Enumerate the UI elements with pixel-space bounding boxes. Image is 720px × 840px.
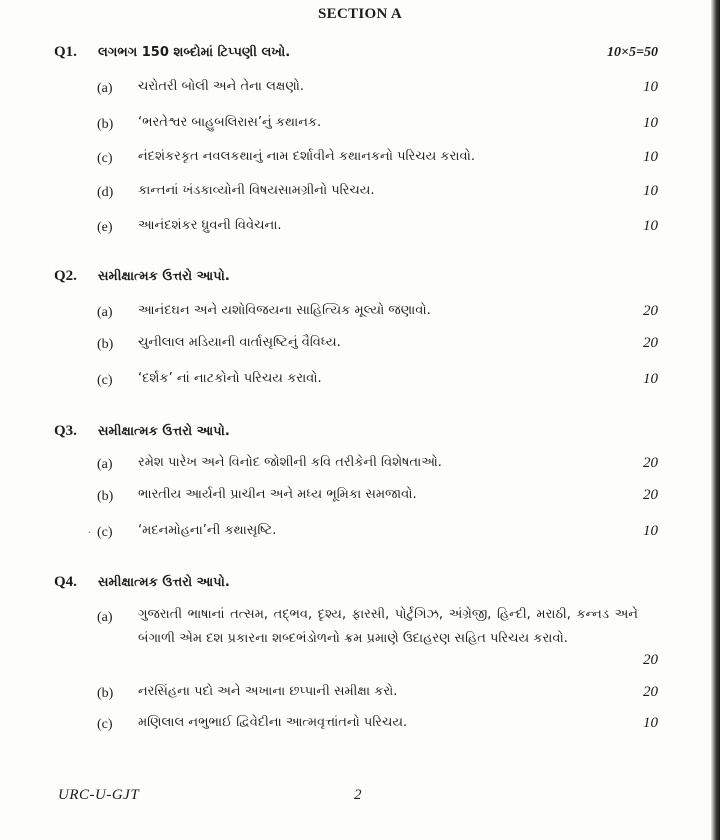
q1-item-e-text: આનંદશંકર ધ્રુવની વિવેચના. xyxy=(138,218,282,233)
question-marks-q1: 10×5=50 xyxy=(607,45,658,60)
question-text-q3: સમીક્ષાત્મક ઉત્તરો આપો. xyxy=(98,424,230,439)
q2-item-a-text: આનંદઘન અને યશોવિજયના સાહિત્યિક મૂલ્યો જણાવો. xyxy=(138,303,431,318)
q3-item-c-label: (c) xyxy=(97,525,113,540)
q1-item-b-text: ‘ભરતેશ્વર બાહુબલિરાસ’નું કથાનક. xyxy=(138,115,322,130)
section-title: SECTION A xyxy=(318,6,402,22)
question-number-q3: Q3. xyxy=(54,423,77,439)
q1-item-b-marks: 10 xyxy=(643,115,658,131)
q3-item-c-marks: 10 xyxy=(643,523,658,539)
q3-item-c-text: ‘મદનમોહના’ની કથાસૃષ્ટિ. xyxy=(138,523,277,538)
question-text-q2: સમીક્ષાત્મક ઉત્તરો આપો. xyxy=(98,269,230,284)
q4-item-b-marks: 20 xyxy=(643,684,658,700)
question-text-q1: લગભગ 150 શબ્દોમાં ટિપ્પણી લખો. xyxy=(98,45,291,60)
question-text-q4: સમીક્ષાત્મક ઉત્તરો આપો. xyxy=(98,575,230,590)
question-number-q2: Q2. xyxy=(54,268,77,284)
q3-item-b-label: (b) xyxy=(97,489,114,504)
question-number-q1: Q1. xyxy=(54,44,77,60)
q4-item-b-text: નરસિંહના પદો અને અખાના છપ્પાની સમીક્ષા કરો. xyxy=(138,684,398,699)
q1-item-d-marks: 10 xyxy=(643,183,658,199)
q4-item-c-marks: 10 xyxy=(643,715,658,731)
q1-item-b-label: (b) xyxy=(97,117,114,132)
scan-edge xyxy=(711,0,720,840)
q4-item-a-marks: 20 xyxy=(643,652,658,668)
q4-item-a-text: ગુજરાતી ભાષાનાં તત્સમ, તદ્ભવ, દૃશ્ય, ફારસી, પોર્ટુગિઝ, અંગ્રેજી, હિન્દી, મરાઠી, કન્નડ અને બંગાળી એમ દશ પ્રકારના શબ્દભંડોળનો ક્રમ પ્રમાણે ઉદાહરણ સહિત પરિચય કરાવો. xyxy=(138,607,638,646)
q3-item-b-text: ભારતીય આર્યની પ્રાચીન અને મધ્ય ભૂમિકા સમજાવો. xyxy=(138,487,417,502)
q4-item-b-label: (b) xyxy=(97,686,114,701)
q2-item-b-text: ચુનીલાલ મડિયાની વાર્તાસૃષ્ટિનું વૈવિધ્ય. xyxy=(138,335,341,350)
q2-item-c-label: (c) xyxy=(97,373,113,388)
q2-item-c-text: ‘દર્શક’ નાં નાટકોનો પરિચય કરાવો. xyxy=(138,371,322,386)
q1-item-c-text: નંદશંકરકૃત નવલકથાનું નામ દર્શાવીને કથાનકનો પરિચય કરાવો. xyxy=(138,149,475,164)
q2-item-c-marks: 10 xyxy=(643,371,658,387)
scan-speck: · xyxy=(88,528,92,539)
q1-item-e-marks: 10 xyxy=(643,218,658,234)
q4-item-c-text: મણિલાલ નભુભાઈ દ્વિવેદીના આત્મવૃત્તાંતનો પરિચય. xyxy=(138,715,408,730)
paper-code: URC-U-GJT xyxy=(58,787,140,803)
q2-item-a-marks: 20 xyxy=(643,303,658,319)
q4-item-a-label: (a) xyxy=(97,610,113,625)
q2-item-b-marks: 20 xyxy=(643,335,658,351)
page-number: 2 xyxy=(354,787,362,803)
q1-item-a-text: ચરોતરી બોલી અને તેના લક્ષણો. xyxy=(138,79,305,94)
q3-item-a-marks: 20 xyxy=(643,455,658,471)
q2-item-a-label: (a) xyxy=(97,305,113,320)
q1-item-e-label: (e) xyxy=(97,220,113,235)
q1-item-a-marks: 10 xyxy=(643,79,658,95)
q1-item-c-label: (c) xyxy=(97,151,113,166)
q1-item-a-label: (a) xyxy=(97,81,113,96)
q3-item-b-marks: 20 xyxy=(643,487,658,503)
q2-item-b-label: (b) xyxy=(97,337,114,352)
question-number-q4: Q4. xyxy=(54,574,77,590)
q3-item-a-text: રમેશ પારેખ અને વિનોદ જોશીની કવિ તરીકેની વિશેષતાઓ. xyxy=(138,455,442,470)
q1-item-c-marks: 10 xyxy=(643,149,658,165)
q4-item-c-label: (c) xyxy=(97,717,113,732)
q3-item-a-label: (a) xyxy=(97,457,113,472)
q1-item-d-text: કાન્તનાં ખંડકાવ્યોની વિષયસામગ્રીનો પરિચય. xyxy=(138,183,375,198)
q1-item-d-label: (d) xyxy=(97,185,114,200)
